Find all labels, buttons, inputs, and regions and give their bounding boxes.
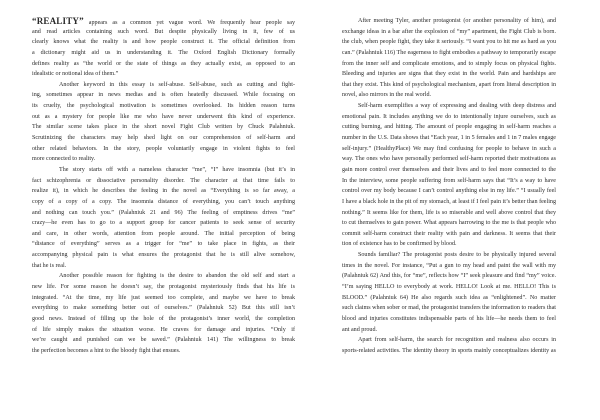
- line-text: we’re caught and punished can we be saved.” (Palahniuk 141) The willingness to break: [32, 337, 295, 344]
- line-text: The story starts off with a nameless character “me”, “I” have insomnia (but it’s in: [59, 166, 295, 173]
- text-line: [342, 208, 556, 219]
- line-text: “I’m saying HELLO to everybody at work. HELLO! Look at me. HELLO! This is: [342, 284, 556, 291]
- line-text: Another possible reason for fighting is the desire to abandon the old self and start a: [59, 273, 295, 280]
- text-line: [32, 80, 295, 91]
- line-text: cutting burning, and hitting. The amount of people engaging in self-harm reaches a: [342, 124, 556, 131]
- line-text: appears as a common yet vague word. We frequently hear people say: [83, 20, 295, 26]
- text-line: [32, 48, 295, 59]
- right-text-column: [342, 16, 556, 357]
- text-line: [342, 16, 556, 27]
- line-text: everything to make something better out of ourselves.” (Palahniuk 52) But this still isn’t: [32, 305, 295, 312]
- text-line: [342, 80, 556, 91]
- text-line: [32, 303, 295, 314]
- line-text: nothing.” It seems like for them, life is so miserable and well above control that they: [342, 209, 556, 216]
- line-text: can.” (Palahniuk 116) The eagerness to fight embodies a pathway to temporarily escape: [342, 49, 556, 56]
- paragraph: [32, 80, 295, 165]
- line-text: sports-related activities. The identity theory in sports mainly conceptualizes identity as: [342, 347, 556, 354]
- text-line: [32, 186, 295, 197]
- paragraph: [342, 101, 556, 250]
- line-text: ant and proud.: [342, 326, 378, 333]
- text-line: [342, 282, 556, 293]
- text-line: [342, 122, 556, 133]
- text-line: [342, 335, 556, 346]
- line-text: emotional pain. It includes anything we do to intentionally injure ourselves, such as: [342, 113, 556, 120]
- text-line: [342, 229, 556, 240]
- text-line: [32, 250, 295, 261]
- line-text: The similar scene takes place in the short novel Fight Club written by Chuck Palahniuk.: [32, 124, 295, 131]
- line-text: to cut themselves to gain power. What appears harrowing to the me is that people who: [342, 220, 556, 227]
- line-text: “distance of everything” serves as a trigger for “me” to take place in fights, as their: [32, 241, 295, 248]
- line-text: that they exist. This kind of psychological mechanism, apart from literal description in: [342, 81, 556, 88]
- line-text: copy of a copy of a copy. The insomnia distance of everything, you can’t touch anything: [32, 198, 295, 205]
- text-line: [32, 133, 295, 144]
- line-text: clearly knows what the reality is and how people construct it. The official definition from: [32, 39, 295, 46]
- line-text: a dictionary might aid us in understanding it. The Oxford English Dictionary formally: [32, 49, 295, 56]
- text-line: [342, 186, 556, 197]
- text-line: [32, 282, 295, 293]
- line-text: fact schizophrenia or dissociative personality disorder. The character at that time fails to: [32, 177, 295, 184]
- text-line: [342, 250, 556, 261]
- text-line: [32, 314, 295, 325]
- text-line: [342, 90, 556, 101]
- text-line: [32, 37, 295, 48]
- line-text: defines reality as “the world or the state of things as they actually exist, as opposed to an: [32, 60, 295, 67]
- text-line: [32, 325, 295, 336]
- text-line: [32, 346, 295, 357]
- text-line: [32, 176, 295, 187]
- text-line: [342, 346, 556, 357]
- line-text: and care, in other words, attention from people around. The initial perception of being: [32, 230, 295, 237]
- line-text: that he is real.: [32, 262, 67, 269]
- line-text: Apart from self-harm, the search for recognition and realness also occurs in: [358, 337, 556, 344]
- text-line: [342, 37, 556, 48]
- text-line: [32, 27, 295, 38]
- line-text: out as a mystery for people like me who have never underwent this kind of experience.: [32, 113, 295, 120]
- text-line: [342, 112, 556, 123]
- text-line: [342, 69, 556, 80]
- text-line: [342, 261, 556, 272]
- text-line: [32, 293, 295, 304]
- text-line: [342, 271, 556, 282]
- line-text: Another keyword in this essay is self-abuse. Self-abuse, such as cutting and fight-: [59, 81, 295, 88]
- text-line: [32, 90, 295, 101]
- paragraph: [32, 16, 295, 80]
- line-text: and nothing can touch you.” (Palahniuk 21 and 96) The feeling of emptiness drives “me”: [32, 209, 295, 216]
- paragraph: [342, 16, 556, 101]
- line-text: the club, when people fight, they take it seriously. “I want you to hit me as hard as you: [342, 39, 556, 46]
- text-line: [32, 229, 295, 240]
- text-line: [32, 239, 295, 250]
- line-text: novel, also mirrors in the real world.: [342, 92, 432, 99]
- line-text: Self-harm exemplifies a way of expressing and dealing with deep distress and: [358, 103, 556, 110]
- text-line: [32, 335, 295, 346]
- text-line: [32, 112, 295, 123]
- text-line: [32, 122, 295, 133]
- line-text: from the inner self and complicate emotions, and to simply focus on physical fights.: [342, 60, 556, 67]
- line-text: such claims when sober or mad, the protagonist transfers the information to readers that: [342, 305, 556, 312]
- text-line: [342, 133, 556, 144]
- line-text: idealistic or notional idea of them.”: [32, 71, 119, 78]
- line-text: blood and injuries constitutes indispensable parts of his life—he needs them to feel: [342, 315, 556, 322]
- paragraph: [342, 335, 556, 356]
- line-text: In the interview, some people suffering from self-harm says that “It’s a way to have: [342, 177, 556, 184]
- text-line: [32, 144, 295, 155]
- text-line: [342, 154, 556, 165]
- text-line: [32, 271, 295, 282]
- text-line: [32, 59, 295, 70]
- line-text: Scrutinizing the characters may help shed light on our comprehension of self-harm and: [32, 135, 295, 142]
- text-line: [342, 303, 556, 314]
- paragraph: [342, 250, 556, 335]
- line-text: accompanying physical pain is what ensures the protagonist that he is still alive somehow,: [32, 252, 295, 259]
- line-text: other related behaviors. In the story, people voluntarily engage in violent fights to feel: [32, 145, 295, 152]
- text-line: [342, 325, 556, 336]
- text-line: [342, 293, 556, 304]
- text-line: [342, 165, 556, 176]
- line-text: integrated. “At the time, my life just seemed too complete, and maybe we have to break: [32, 294, 295, 301]
- text-line: [32, 197, 295, 208]
- text-line: [32, 16, 295, 27]
- text-line: [342, 218, 556, 229]
- line-text: and read articles containing such word. But despite physically living in it, few of us: [32, 28, 295, 35]
- line-text: more connected to reality.: [32, 156, 96, 163]
- text-line: [342, 176, 556, 187]
- text-line: [342, 101, 556, 112]
- line-text: self-injury.” (HealthyPlace) We may find confusing for people to behave in such a: [342, 145, 556, 152]
- paragraph: [32, 271, 295, 356]
- text-line: [342, 314, 556, 325]
- text-line: [32, 101, 295, 112]
- line-text: (Palahniuk 62) And this, for “me”, reflects how “I” seek pleasure and find “my” voice.: [342, 273, 556, 280]
- text-line: [32, 208, 295, 219]
- line-text: the perfection becomes a hint to the bloody fight that ensues.: [32, 347, 181, 354]
- text-line: [342, 27, 556, 38]
- text-line: [342, 59, 556, 70]
- line-text: commit self-harm construct their reality with pain and darkness. It seems that their: [342, 230, 556, 237]
- text-line: [342, 48, 556, 59]
- line-text: tion of existence has to be confirmed by blood.: [342, 241, 457, 248]
- line-text: exchange ideas in a bar after the explosion of “my” apartment, the Fight Club is born.: [342, 28, 556, 35]
- line-text: crazy—he even has to go to a support group for cancer patients to seek sense of security: [32, 220, 295, 227]
- line-text: its cruelty, the psychological motivation is sometimes overlooked. Its hidden reason turns: [32, 103, 295, 110]
- line-text: realize it), in which he describes the feeling in the novel as “Everything is so far away, a: [32, 188, 295, 195]
- text-line: [32, 218, 295, 229]
- text-line: [342, 197, 556, 208]
- line-text: I have a black hole in the pit of my stomach, at least if I feel pain it’s better than feeling: [342, 198, 556, 205]
- paragraph: [32, 165, 295, 271]
- text-line: [32, 69, 295, 80]
- line-text: BLOOD.” (Palahniuk 64) He also regards such idea as “enlightened”. No matter: [342, 294, 556, 301]
- text-line: [342, 239, 556, 250]
- line-text: control over my body because I can’t control anything else in my life.” “I usually feel: [342, 188, 556, 195]
- line-text: good news. Instead of filling up the hole of the protagonist’s inner world, the completion: [32, 315, 295, 322]
- lead-word: “REALITY”: [32, 16, 84, 26]
- text-line: [32, 165, 295, 176]
- line-text: of life simply makes the situation worse. He craves for damage and injuries. “Only if: [32, 326, 295, 333]
- line-text: After meeting Tyler, another protagonist (or another personality of him), and: [358, 18, 556, 24]
- text-line: [32, 154, 295, 165]
- line-text: Sounds familiar? The protagonist posts desire to be physically injured several: [358, 252, 556, 259]
- left-text-column: [32, 16, 295, 357]
- line-text: ing, sometimes appear in news medias and is often heatedly discussed. While focusing on: [32, 92, 295, 99]
- text-line: [342, 144, 556, 155]
- line-text: number in the U.S. Data shows that “Each year, 1 in 5 females and 1 in 7 males engage: [342, 135, 556, 142]
- line-text: Bleeding and injuries are signs that they exist in the world. Pain and hardships are: [342, 71, 556, 78]
- line-text: times in the novel. For instance, “Put a gun to my head and paint the wall with my: [342, 262, 556, 269]
- line-text: way. The ones who have personally performed self-harm reported their motivations as: [342, 156, 556, 163]
- line-text: gain more control over themselves and their lives and to feel more connected to the: [342, 166, 556, 173]
- line-text: new life. For some reason he doesn’t say, the protagonist mysteriously finds that his life is: [32, 284, 295, 291]
- text-line: [32, 261, 295, 272]
